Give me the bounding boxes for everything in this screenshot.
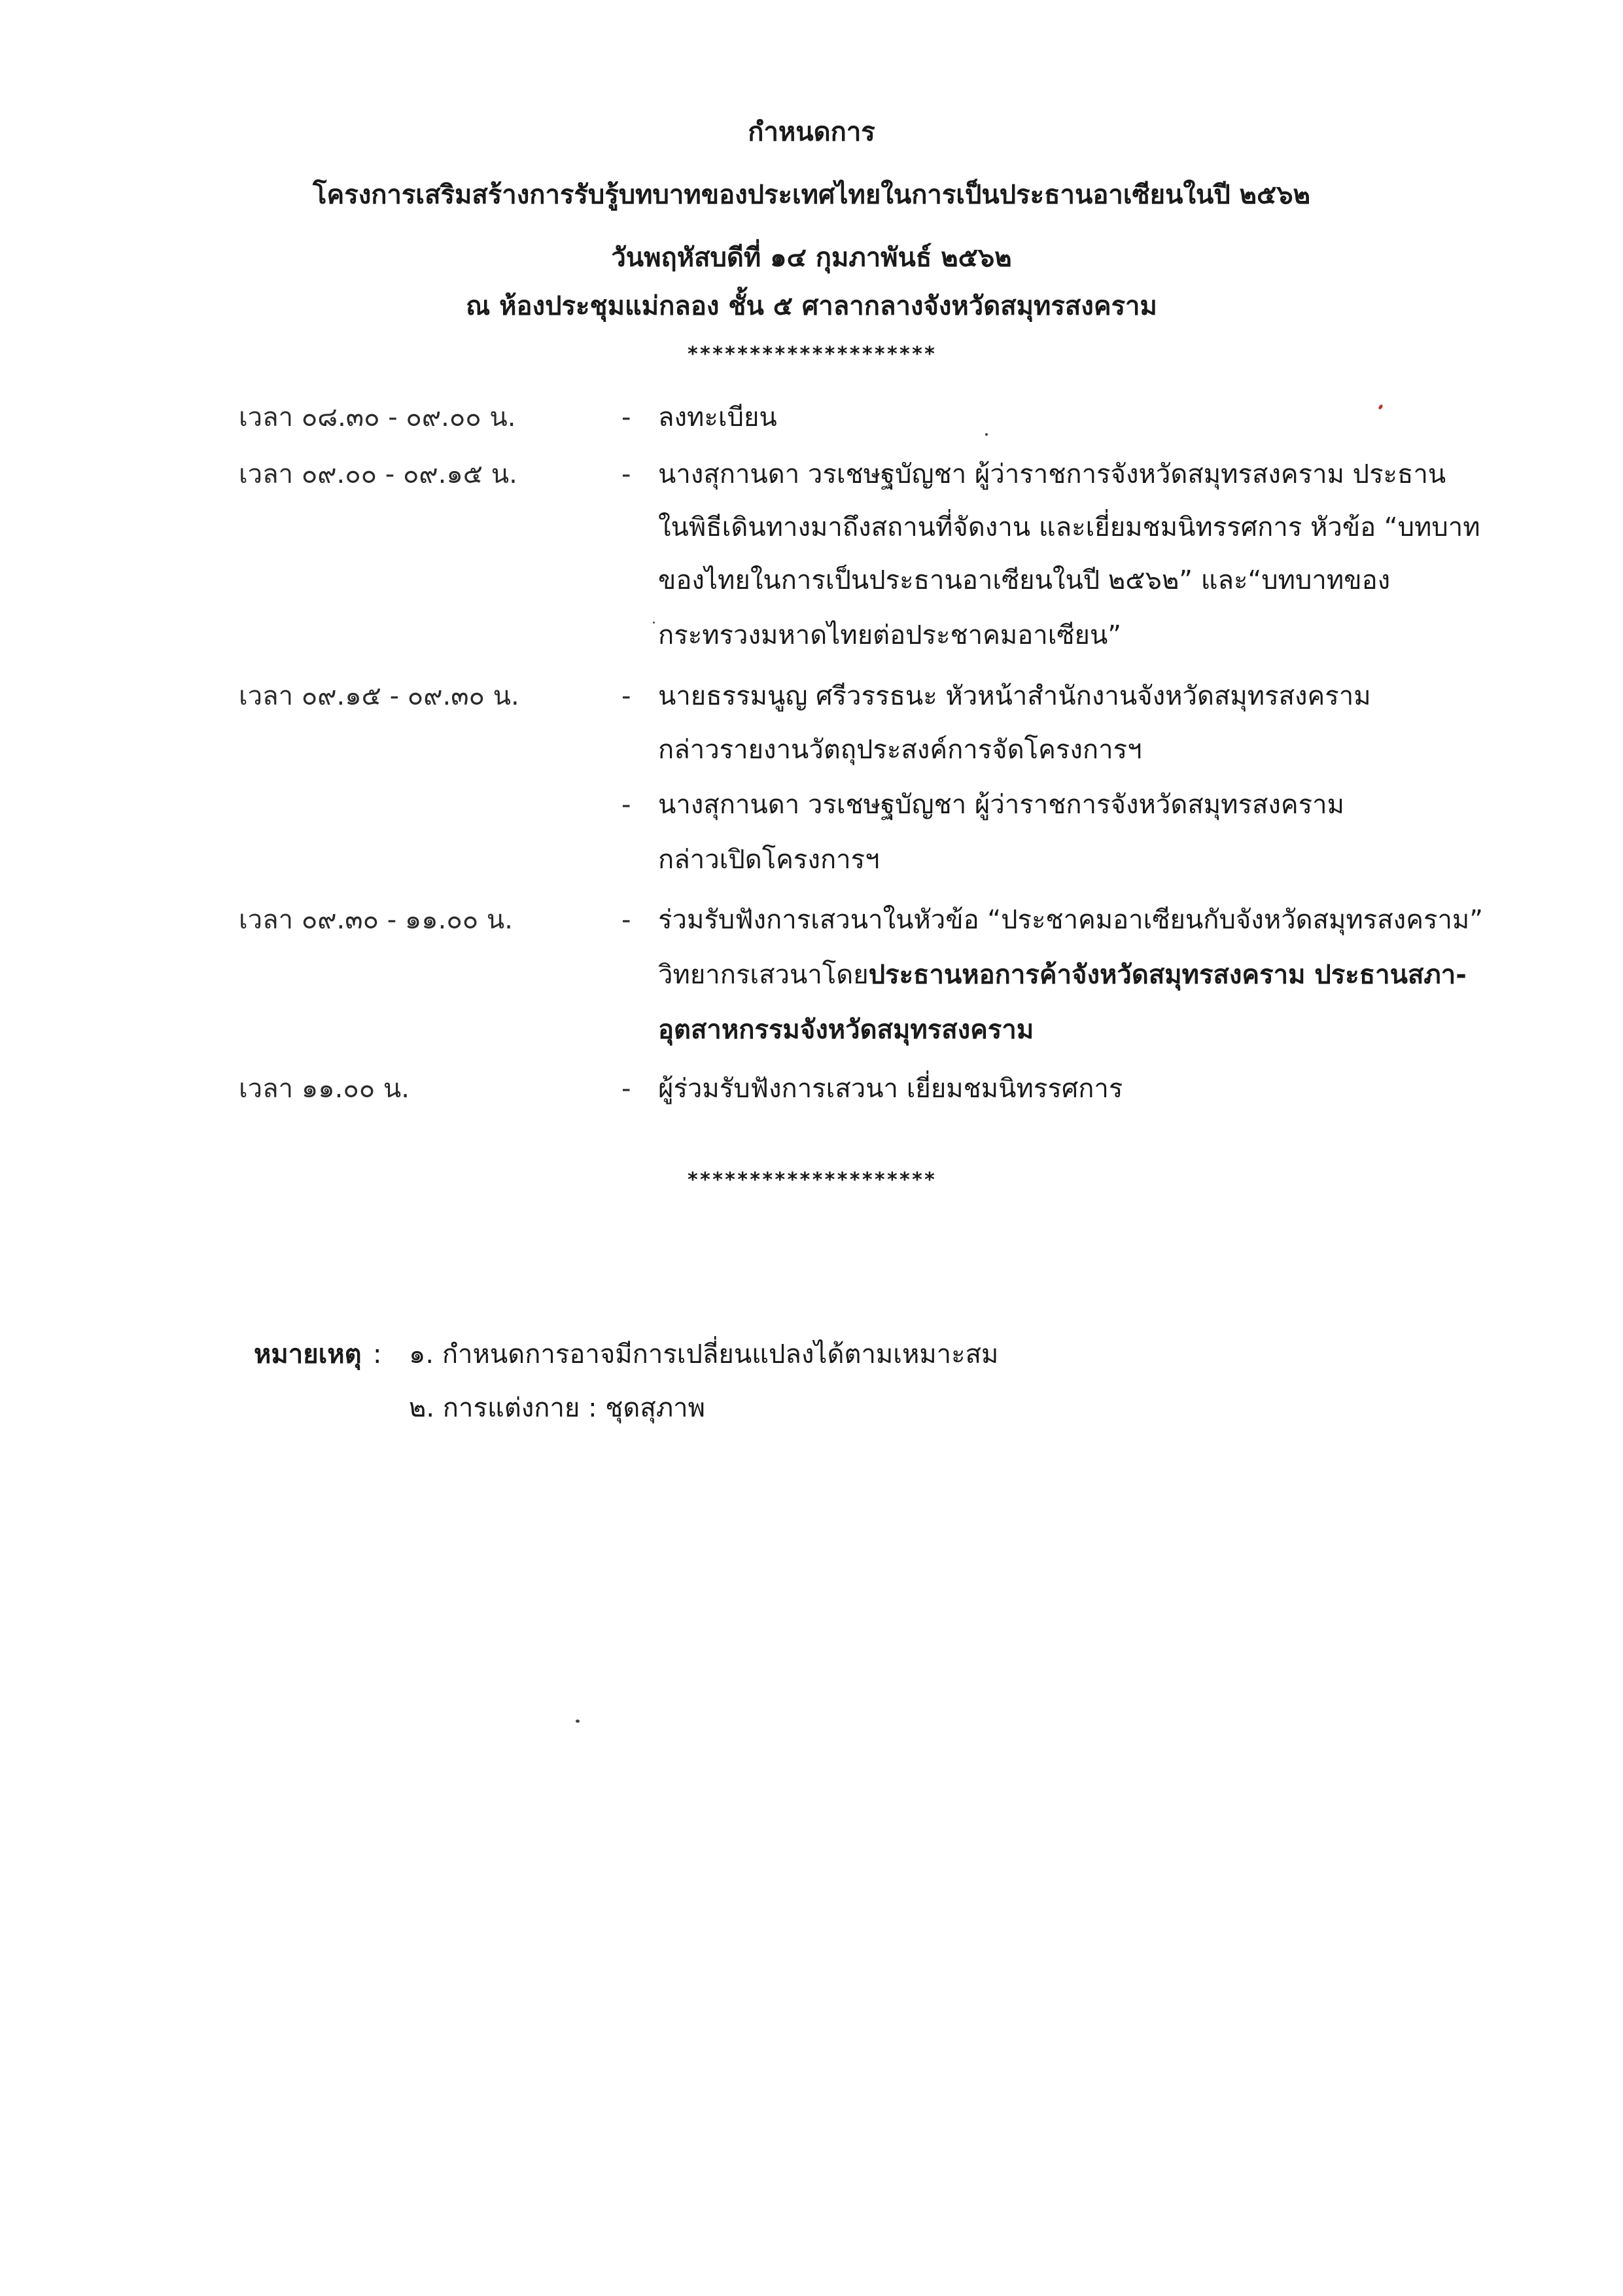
speaker-names: ประธานหอการค้าจังหวัดสมุทรสงคราม ประธานสภา- [868, 960, 1467, 990]
schedule-description: กล่าวรายงานวัตถุประสงค์การจัดโครงการฯ [658, 735, 1142, 765]
document-title: กำหนดการ [748, 117, 875, 147]
scan-speck [653, 622, 655, 624]
scan-speck [985, 433, 988, 436]
schedule-description: นางสุกานดา วรเชษฐบัญชา ผู้ว่าราชการจังหวัดสมุทรสงคราม ประธาน [658, 459, 1446, 489]
event-venue: ณ ห้องประชุมแม่กลอง ชั้น ๕ ศาลากลางจังหวัดสมุทรสงคราม [466, 291, 1157, 321]
event-date: วันพฤหัสบดีที่ ๑๔ กุมภาพันธ์ ๒๕๖๒ [611, 243, 1012, 273]
scan-speck [1378, 404, 1384, 410]
note-label: หมายเหตุ [254, 1339, 362, 1369]
bullet-dash: - [621, 1074, 631, 1104]
schedule-description [658, 955, 1467, 995]
schedule-time: เวลา ๐๙.๑๕ - ๐๙.๓๐ น. [239, 681, 519, 711]
bullet-dash: - [621, 790, 631, 820]
schedule-description: นางสุกานดา วรเชษฐบัญชา ผู้ว่าราชการจังหวัดสมุทรสงคราม [658, 790, 1344, 820]
schedule-description: ของไทยในการเป็นประธานอาเซียนในปี ๒๕๖๒” และ“บทบาทของ [658, 565, 1391, 595]
bullet-dash: - [621, 459, 631, 489]
schedule-description: กระทรวงมหาดไทยต่อประชาคมอาเซียน” [658, 620, 1122, 650]
bullet-dash: - [621, 905, 631, 935]
schedule-description: กล่าวเปิดโครงการฯ [658, 845, 880, 875]
schedule-description: ลงทะเบียน [658, 402, 777, 433]
note-colon: : [373, 1339, 382, 1369]
bullet-dash: - [621, 402, 631, 433]
footer-divider: ******************** [686, 1169, 937, 1192]
speaker-intro: วิทยากรเสวนาโดย [658, 960, 869, 990]
schedule-description: นายธรรมนูญ ศรีวรรธนะ หัวหน้าสำนักงานจังหวัดสมุทรสงคราม [658, 681, 1371, 711]
schedule-time: เวลา ๐๙.๓๐ - ๑๑.๐๐ น. [239, 905, 513, 935]
header-divider: ******************** [686, 343, 937, 366]
bullet-dash: - [621, 681, 631, 711]
note-item: ๑. กำหนดการอาจมีการเปลี่ยนแปลงได้ตามเหมาะสม [409, 1339, 999, 1369]
project-title: โครงการเสริมสร้างการรับรู้บทบาทของประเทศไทยในการเป็นประธานอาเซียนในปี ๒๕๖๒ [312, 180, 1311, 210]
schedule-time: เวลา ๐๘.๓๐ - ๐๙.๐๐ น. [239, 402, 516, 433]
schedule-description: ในพิธีเดินทางมาถึงสถานที่จัดงาน และเยี่ยมชมนิทรรศการ หัวข้อ “บทบาท [658, 512, 1480, 542]
note-item: ๒. การแต่งกาย : ชุดสุภาพ [409, 1393, 706, 1423]
schedule-description: ผู้ร่วมรับฟังการเสวนา เยี่ยมชมนิทรรศการ [658, 1074, 1123, 1104]
schedule-description: ร่วมรับฟังการเสวนาในหัวข้อ “ประชาคมอาเซียนกับจังหวัดสมุทรสงคราม” [658, 905, 1483, 935]
scan-speck [576, 1720, 580, 1723]
speaker-names-continued: อุตสาหกรรมจังหวัดสมุทรสงคราม [658, 1015, 1034, 1045]
schedule-time: เวลา ๑๑.๐๐ น. [239, 1074, 410, 1104]
schedule-time: เวลา ๐๙.๐๐ - ๐๙.๑๕ น. [239, 459, 517, 489]
